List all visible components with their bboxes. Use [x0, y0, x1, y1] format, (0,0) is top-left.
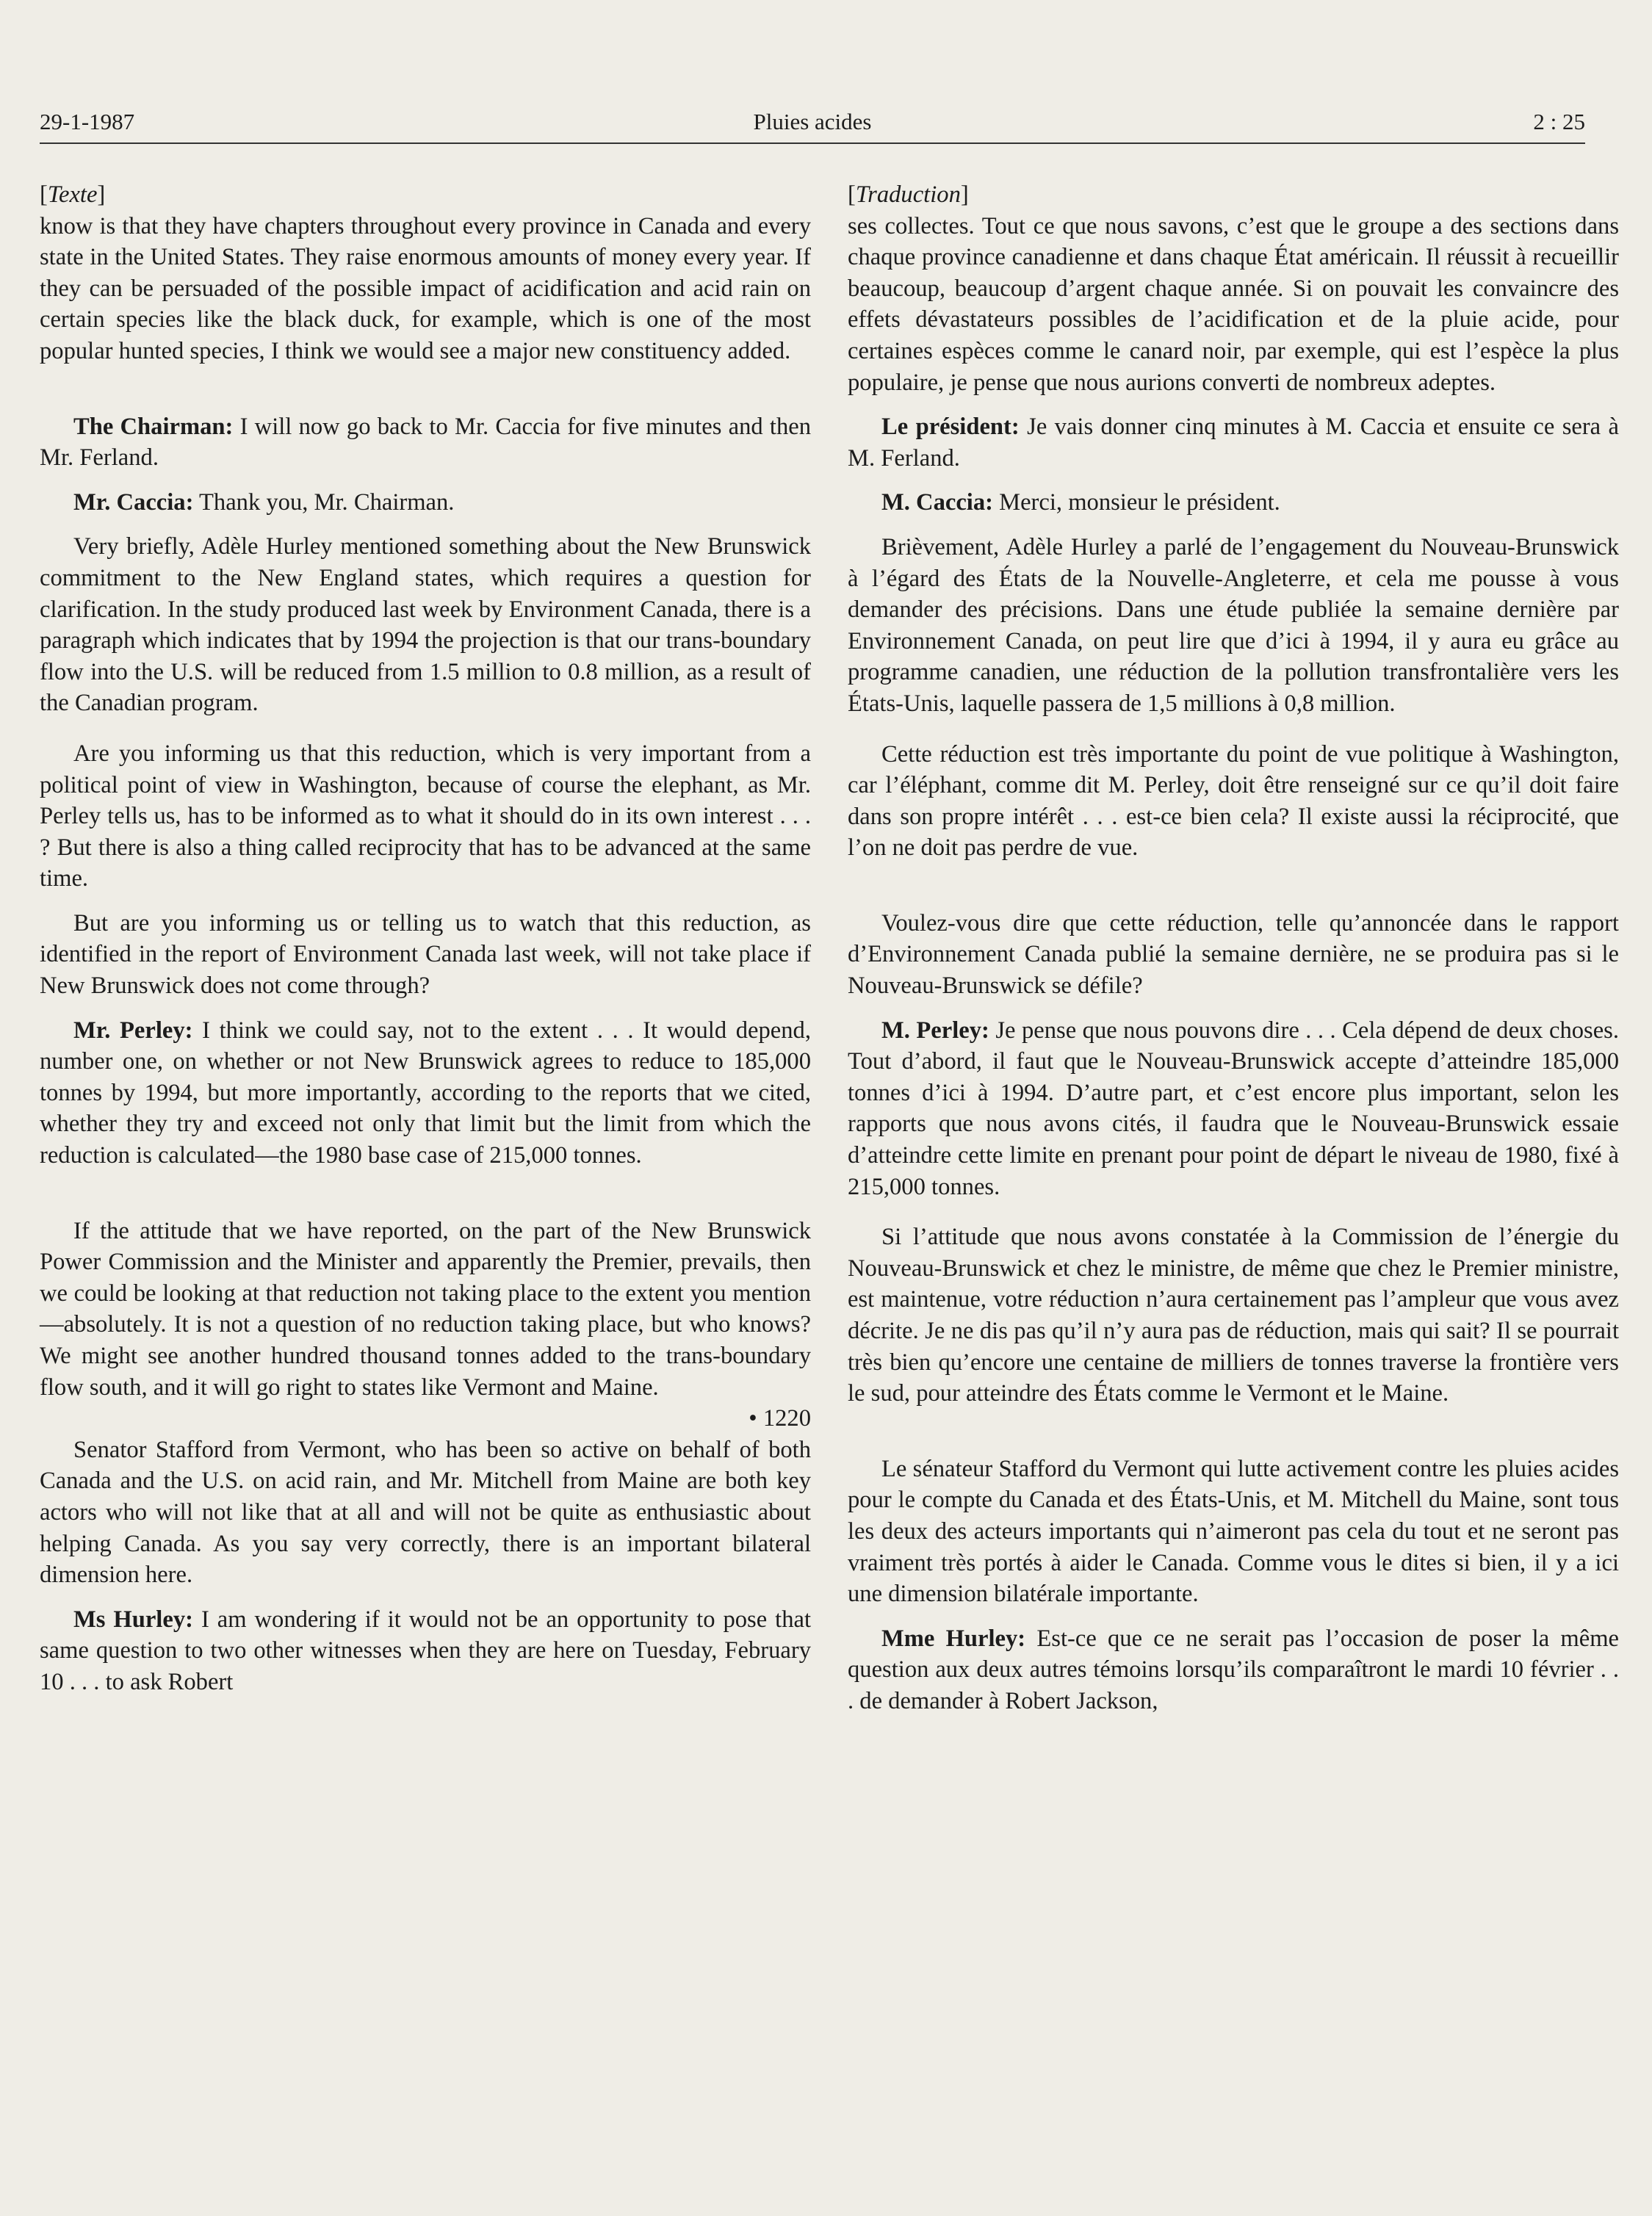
page-header [40, 106, 1585, 144]
speaker-name: Mme Hurley: [881, 1625, 1026, 1652]
paragraph: But are you informing us or telling us to watch that this reduction, as identified in the report of Environment Canada last week, will not take place if New Brunswick does not come through? [40, 909, 811, 1000]
english-column [40, 179, 811, 1698]
paragraph: Mr. Perley: I think we could say, not to the extent . . . It would depend, number one, on whether or not New Brunswick agrees to reduce to 185,000 tonnes by 1994, but more importantly, according to the reports that we cited, whether they try and exceed not only that limit but the limit from which the reduction is calculated—the 1980 base case of 215,000 tonnes. [40, 1017, 811, 1169]
speaker-name: M. Caccia: [881, 489, 993, 516]
paragraph: Ms Hurley: I am wondering if it would not be an opportunity to pose that same question to two other witnesses when they are here on Tuesday, February 10 . . . to ask Robert [40, 1606, 811, 1695]
paragraph: Le président: Je vais donner cinq minutes à M. Caccia et ensuite ce sera à M. Ferland. [848, 414, 1619, 472]
paragraph: Si l’attitude que nous avons constatée à la Commission de l’énergie du Nouveau-Brunswick et chez le ministre, de même que chez le Premier ministre, est maintenue, votre réduction n’aura certainement pas l’ampleur que vous avez décrite. Je ne dis pas qu’il n’y aura pas de réduction, mais qui sait? Il se pourrait très bien qu’encore une centaine de milliers de tonnes traverse la frontière vers le sud, pour atteindre des États comme le Vermont et le Maine. [848, 1224, 1619, 1407]
speaker-name: Le président: [881, 414, 1020, 441]
paragraph: Are you informing us that this reduction, which is very important from a political point of view in Washington, because of course the elephant, as Mr. Perley tells us, has to be informed as to what it should do in its own interest . . . ? But there is also a thing called reciprocity that has to be advanced at the same time. [40, 740, 811, 892]
speaker-name: Mr. Caccia: [73, 488, 194, 516]
paragraph: Very briefly, Adèle Hurley mentioned something about the New Brunswick commitment to the New England states, which requires a question for clarification. In the study produced last week by Environment Canada, there is a paragraph which indicates that by 1994 the projection is that our trans-boundary flow into the U.S. will be reduced from 1.5 million to 0.8 million, as a result of the Canadian program. [40, 533, 811, 717]
paragraph: know is that they have chapters throughout every province in Canada and every state in the United States. They raise enormous amounts of money every year. If they can be persuaded of the possible impact of acidification and acid rain on certain species like the black duck, for example, which is one of the most popular hunted species, I think we would see a major new constituency added. [40, 212, 811, 364]
speaker-name: M. Perley: [881, 1017, 989, 1044]
paragraph: If the attitude that we have reported, on the part of the New Brunswick Power Commission and the Minister and apparently the Premier, prevails, then we could be looking at that reduction not taking place to the extent you mention—absolutely. It is not a question of no reduction taking place, but who knows? We might see another hundred thousand tonnes added to the trans-boundary flow south, and it will go right to states like Vermont and Maine. [40, 1217, 811, 1401]
paragraph: Mme Hurley: Est-ce que ce ne serait pas l’occasion de poser la même question aux deux autres témoins lorsqu’ils comparaîtront le mardi 10 février . . . de demander à Robert Jackson, [848, 1625, 1619, 1714]
column-label: [Traduction] [848, 181, 969, 208]
paragraph: M. Caccia: Merci, monsieur le président. [881, 489, 1280, 516]
header-title: Pluies acides [753, 109, 872, 134]
paragraph: M. Perley: Je pense que nous pouvons dire . . . Cela dépend de deux choses. Tout d’abord, il faut que le Nouveau-Brunswick accepte d’atteindre 185,000 tonnes d’ici à 1994. D’autre part, et c’est encore plus important, selon les rapports que nous avons cités, il faudra que le Nouveau-Brunswick essaie d’atteindre cette limite en prenant pour point de départ le niveau de 1980, fixé à 215,000 tonnes. [848, 1017, 1619, 1200]
speaker-name: The Chairman: [73, 413, 234, 440]
paragraph: Brièvement, Adèle Hurley a parlé de l’engagement du Nouveau-Brunswick à l’égard des États de la Nouvelle-Angleterre, et cela me pousse à vous demander des précisions. Dans une étude publiée la semaine dernière par Environnement Canada, on peut lire que d’ici à 1994, il y aura eu grâce au programme canadien, une réduction de la pollution transfrontalière vers les États-Unis, laquelle passera de 1,5 millions à 0,8 million. [848, 533, 1619, 717]
paragraph: The Chairman: I will now go back to Mr. Caccia for five minutes and then Mr. Ferland. [40, 413, 811, 472]
paragraph: Voulez-vous dire que cette réduction, telle qu’annoncée dans le rapport d’Environnement Canada publié la semaine dernière, ne se produira pas si le Nouveau-Brunswick se défile? [848, 909, 1619, 1000]
column-label: [Texte] [40, 181, 106, 208]
speaker-name: Mr. Perley: [73, 1017, 193, 1044]
french-column [848, 179, 1619, 1717]
paragraph: Cette réduction est très importante du point de vue politique à Washington, car l’éléphant, comme dit M. Perley, doit être renseigné sur ce qu’il doit faire dans son propre intérêt . . . est-ce bien cela? Il existe aussi la réciprocité, que l’on ne doit pas perdre de vue. [848, 740, 1619, 862]
header-page-number: 2 : 25 [1533, 109, 1585, 134]
paragraph: Le sénateur Stafford du Vermont qui lutte activement contre les pluies acides pour le compte du Canada et des États-Unis, et M. Mitchell du Maine, sont tous les deux des acteurs importants qui n’aimeront pas cela du tout et ne seront pas vraiment très portés à aider le Canada. Comme vous le dites si bien, il y a ici une dimension bilatérale importante. [848, 1455, 1619, 1608]
header-date: 29-1-1987 [40, 109, 135, 134]
speaker-name: Ms Hurley: [73, 1606, 193, 1633]
paragraph: Senator Stafford from Vermont, who has been so active on behalf of both Canada and the U.S. on acid rain, and Mr. Mitchell from Maine are both key actors who will not like that at all and will not be quite as enthusiastic about helping Canada. As you say very correctly, there is an important bilateral dimension here. [40, 1436, 811, 1589]
paragraph: Mr. Caccia: Thank you, Mr. Chairman. [73, 488, 455, 516]
paragraph: ses collectes. Tout ce que nous savons, c’est que le groupe a des sections dans chaque province canadienne et dans chaque État américain. Il réussit à recueillir beaucoup, beaucoup d’argent chaque année. Si on pouvait les convaincre des effets dévastateurs possibles de l’acidification et de la pluie acide, pour certaines espèces comme le canard noir, par exemple, qui est l’espèce la plus populaire, je pense que nous aurions converti de nombreux adeptes. [848, 212, 1619, 396]
time-marker: • 1220 [749, 1405, 811, 1432]
